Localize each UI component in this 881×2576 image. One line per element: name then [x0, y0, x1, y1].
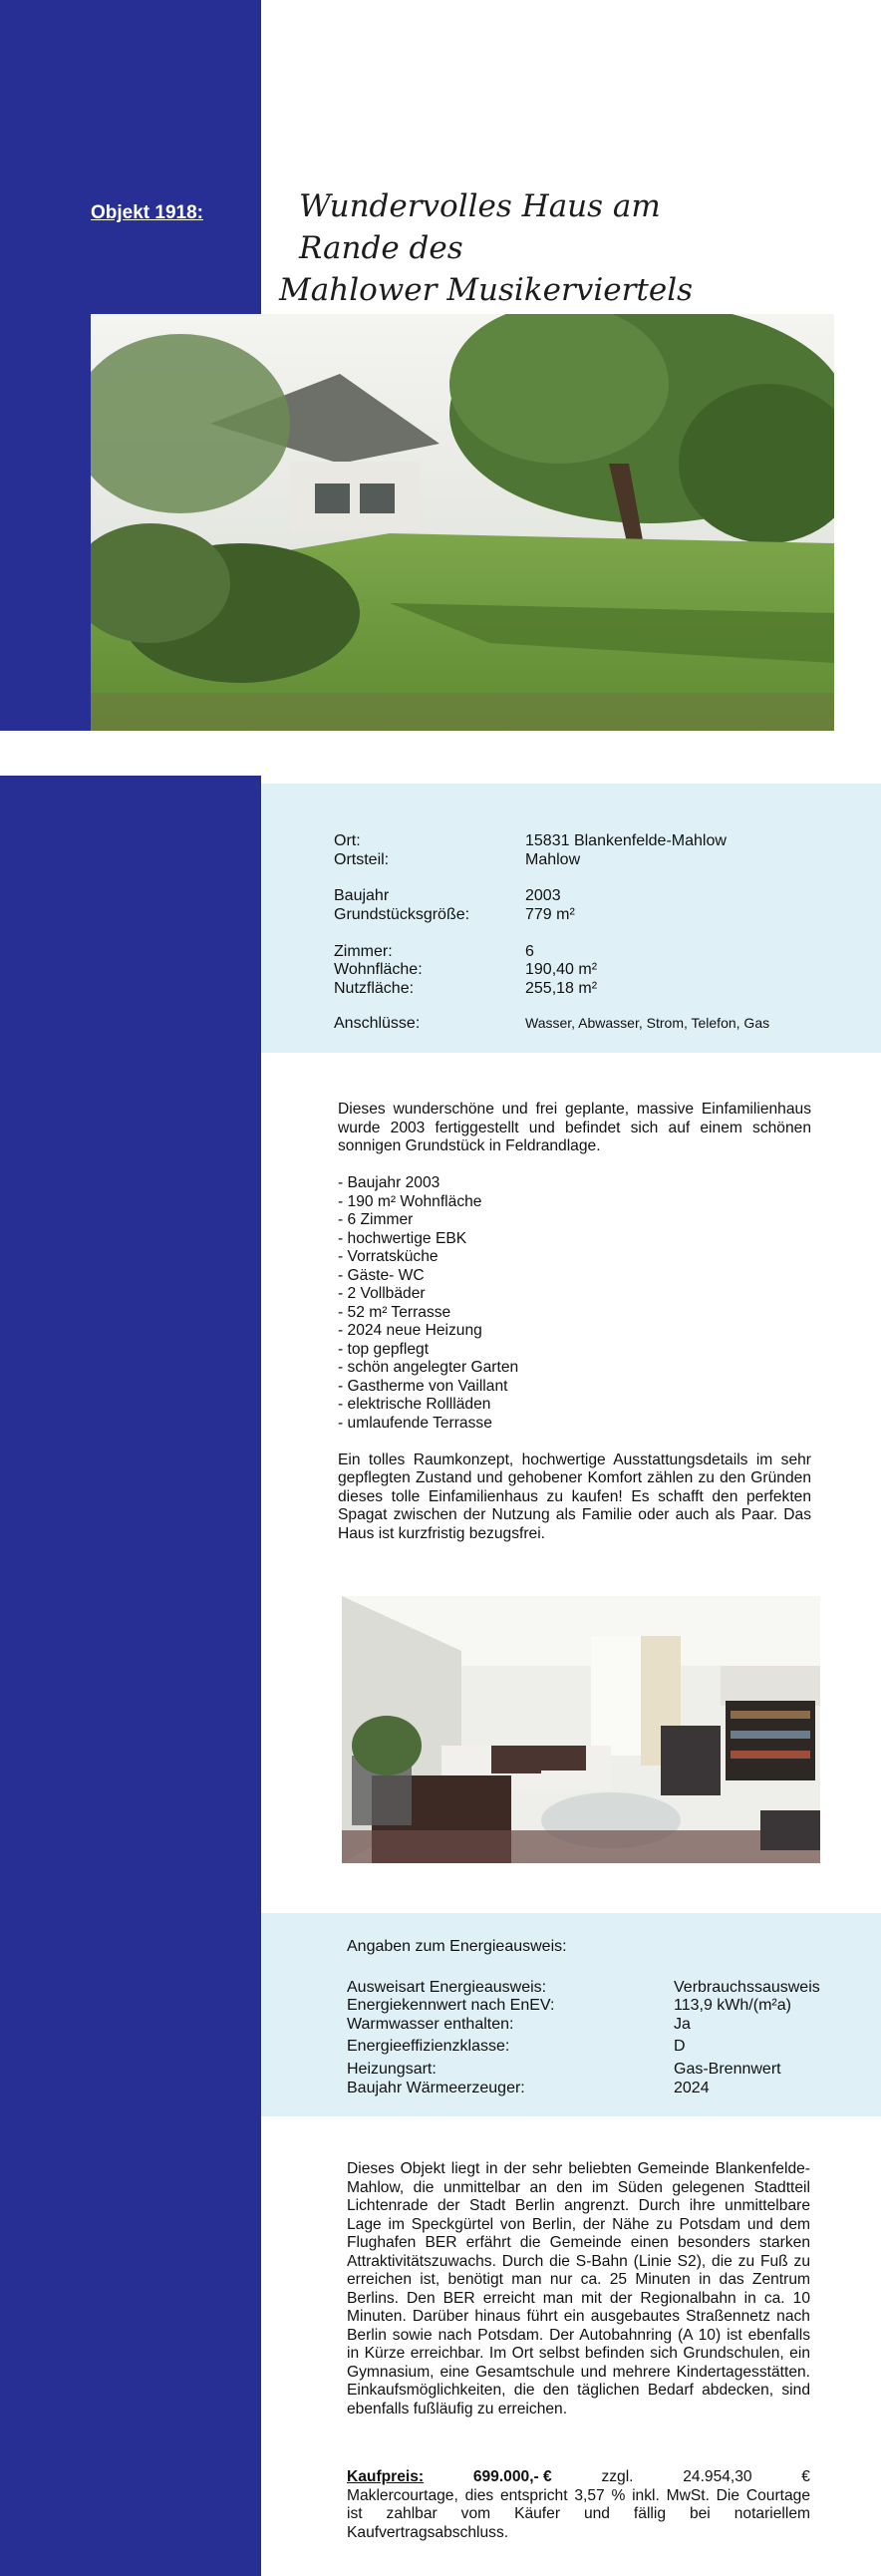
- detail-value-nutzflaeche: 255,18 m²: [525, 980, 598, 997]
- object-number: Objekt 1918:: [91, 202, 203, 223]
- living-room-photo: [342, 1596, 820, 1863]
- list-item: - schön angelegter Garten: [338, 1359, 519, 1376]
- description-text: [338, 1101, 811, 1543]
- list-item: - Vorratsküche: [338, 1248, 439, 1265]
- detail-label-ort: Ort:: [334, 832, 361, 849]
- detail-label-grundstueck: Grundstücksgröße:: [334, 906, 470, 923]
- location-text: [347, 2160, 810, 2418]
- list-item: - 2024 neue Heizung: [338, 1322, 482, 1339]
- description-intro: Dieses wunderschöne und frei geplante, massive Einfamilienhaus wurde 2003 fertiggestellt und befindet sich auf einem schönen sonnigen Grundstück in Feldrandlage.: [338, 1101, 811, 1154]
- detail-value-baujahr: 2003: [525, 887, 561, 904]
- list-item: - elektrische Rollläden: [338, 1396, 491, 1413]
- page-title: [279, 185, 737, 311]
- energy-heading: Angaben zum Energieausweis:: [347, 1938, 567, 1955]
- detail-value-ort: 15831 Blankenfelde-Mahlow: [525, 832, 727, 849]
- energy-value-baujahr: 2024: [674, 2080, 710, 2096]
- detail-label-nutzflaeche: Nutzfläche:: [334, 980, 415, 997]
- price-block: [347, 2468, 810, 2542]
- list-item: - hochwertige EBK: [338, 1229, 467, 1247]
- energy-label-warmwasser: Warmwasser enthalten:: [347, 2016, 514, 2033]
- list-item: - 52 m² Terrasse: [338, 1303, 451, 1321]
- energy-label-kennwert: Energiekennwert nach EnEV:: [347, 1997, 555, 2014]
- location-paragraph: Dieses Objekt liegt in der sehr beliebten Gemeinde Blankenfelde-Mahlow, die unmittelbar an den im Süden gelegenen Stadtteil Lichtenrade der Stadt Berlin angrenzt. Durch ihre unmittelbare Lage im Speckgürtel von Berlin, der Nähe zu Potsdam und dem Flughafen BER erfährt die Gemeinde einen besonders starken Attraktivitätszuwachs. Durch die S-Bahn (Linie S2), die zu Fuß zu erreichen ist, benötigt man nur ca. 25 Minuten in das Zentrum Berlins. Den BER erreicht man mit der Regionalbahn in ca. 10 Minuten. Darüber hinaus führt ein ausgebautes Straßennetz nach Berlin sowie nach Potsdam. Der Autobahnring (A 10) ist ebenfalls in Kürze erreichbar. Im Ort selbst befinden sich Grundschulen, ein Gymnasium, eine Gesamtschule und mehrere Kindertagesstätten. Einkaufsmöglichkeiten, die den täglichen Bedarf abdecken, sind ebenfalls fußläufig zu erreichen.: [347, 2160, 810, 2417]
- price-row: [347, 2468, 810, 2487]
- sidebar-gap: [0, 731, 261, 776]
- energy-label-ausweisart: Ausweisart Energieausweis:: [347, 1979, 547, 1996]
- courtage-euro: €: [801, 2468, 810, 2485]
- detail-label-zimmer: Zimmer:: [334, 943, 393, 960]
- detail-label-anschluesse: Anschlüsse:: [334, 1015, 421, 1032]
- detail-value-anschluesse: Wasser, Abwasser, Strom, Telefon, Gas: [525, 1015, 770, 1031]
- price-zzgl: zzgl.: [601, 2468, 634, 2485]
- detail-value-ortsteil: Mahlow: [525, 851, 581, 868]
- title-line-2: Mahlower Musikerviertels: [279, 272, 694, 308]
- list-item: - top gepflegt: [338, 1340, 430, 1358]
- list-item: - 190 m² Wohnfläche: [338, 1192, 482, 1210]
- list-item: - Baujahr 2003: [338, 1174, 440, 1191]
- list-item: - 6 Zimmer: [338, 1211, 414, 1228]
- energy-value-warmwasser: Ja: [674, 2016, 691, 2033]
- energy-label-baujahr: Baujahr Wärmeerzeuger:: [347, 2080, 525, 2096]
- price-amount: 699.000,- €: [472, 2468, 552, 2485]
- courtage-amount: 24.954,30: [683, 2468, 752, 2485]
- price-label: Kaufpreis:: [347, 2468, 425, 2485]
- list-item: - Gäste- WC: [338, 1266, 425, 1284]
- description-outro: Ein tolles Raumkonzept, hochwertige Ausstattungsdetails im sehr gepflegten Zustand und gehobener Komfort zählen zu den Gründen dieses tolle Einfamilienhaus zu kaufen! Es schafft den perfekten Spagat zwischen der Nutzung als Familie oder auch als Paar. Das Haus ist kurzfristig bezugsfrei.: [338, 1450, 811, 1542]
- detail-label-wohnflaeche: Wohnfläche:: [334, 961, 423, 978]
- courtage-text: Maklercourtage, dies entspricht 3,57 % inkl. MwSt. Die Courtage ist zahlbar vom Käufer und fällig bei notariellem Kaufvertragsabschluss.: [347, 2486, 810, 2541]
- energy-label-klasse: Energieeffizienzklasse:: [347, 2038, 510, 2055]
- list-item: - Gastherme von Vaillant: [338, 1377, 508, 1395]
- feature-list: [338, 1174, 811, 1433]
- detail-value-zimmer: 6: [525, 943, 534, 960]
- detail-label-ortsteil: Ortsteil:: [334, 851, 390, 868]
- energy-value-ausweisart: Verbrauchssausweis: [674, 1979, 820, 1996]
- detail-value-wohnflaeche: 190,40 m²: [525, 961, 598, 978]
- energy-label-heizungsart: Heizungsart:: [347, 2061, 437, 2078]
- detail-value-grundstueck: 779 m²: [525, 906, 575, 923]
- detail-label-baujahr: Baujahr: [334, 887, 390, 904]
- energy-value-klasse: D: [674, 2038, 686, 2055]
- list-item: - 2 Vollbäder: [338, 1285, 426, 1302]
- house-garden-photo: [91, 314, 834, 731]
- title-line-1: Wundervolles Haus am Rande des: [299, 188, 661, 266]
- energy-value-heizungsart: Gas-Brennwert: [674, 2061, 781, 2078]
- list-item: - umlaufende Terrasse: [338, 1414, 492, 1432]
- energy-value-kennwert: 113,9 kWh/(m²a): [674, 1997, 791, 2014]
